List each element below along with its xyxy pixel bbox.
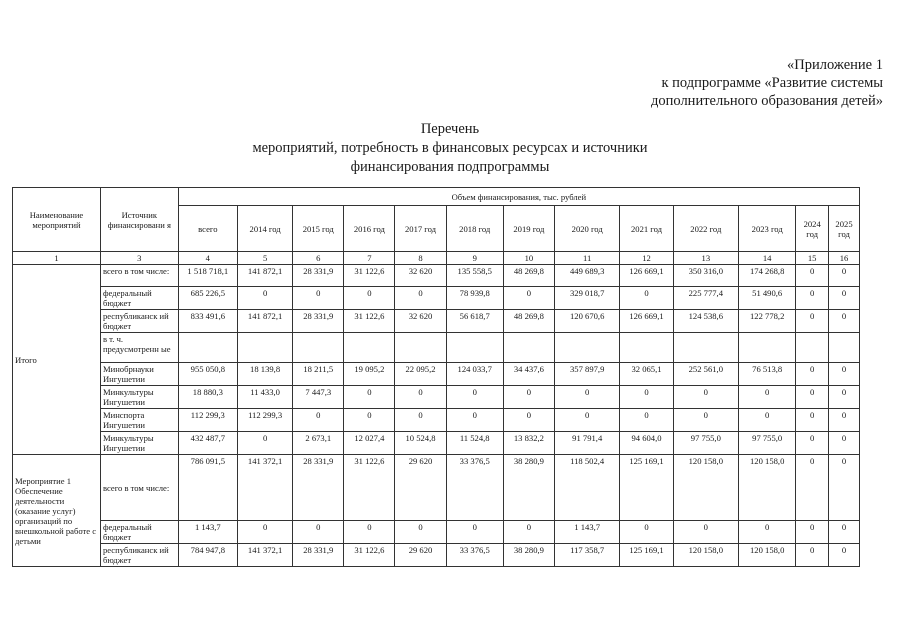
value-cell: 0 — [237, 432, 292, 455]
value-cell: 31 122,6 — [344, 455, 395, 521]
value-cell: 29 620 — [395, 544, 446, 567]
value-cell: 33 376,5 — [446, 455, 503, 521]
value-cell: 94 604,0 — [620, 432, 673, 455]
value-cell: 32 620 — [395, 310, 446, 333]
value-cell: 0 — [673, 521, 738, 544]
value-cell: 7 447,3 — [293, 386, 344, 409]
header-year: 2017 год — [395, 206, 446, 252]
value-cell: 141 872,1 — [237, 265, 292, 287]
value-cell: 0 — [829, 265, 860, 287]
title-line-3: финансирования подпрограммы — [350, 159, 550, 175]
table-row — [13, 333, 860, 363]
value-cell: 0 — [796, 265, 829, 287]
column-index-cell: 7 — [344, 252, 395, 265]
value-cell: 51 490,6 — [739, 287, 796, 310]
value-cell: 124 033,7 — [446, 363, 503, 386]
value-cell: 0 — [620, 521, 673, 544]
column-index-cell: 13 — [673, 252, 738, 265]
value-cell: 0 — [503, 409, 554, 432]
value-cell — [620, 333, 673, 363]
value-cell: 97 755,0 — [673, 432, 738, 455]
value-cell: 1 143,7 — [178, 521, 237, 544]
value-cell: 125 169,1 — [620, 544, 673, 567]
column-index-cell: 12 — [620, 252, 673, 265]
value-cell: 18 139,8 — [237, 363, 292, 386]
column-index-cell: 1 — [13, 252, 101, 265]
source-cell: федеральный бюджет — [100, 287, 178, 310]
value-cell: 0 — [395, 521, 446, 544]
title-line-2: мероприятий, потребность в финансовых ресурсах и источники — [252, 140, 648, 156]
column-index-cell: 11 — [554, 252, 619, 265]
header-total: всего — [178, 206, 237, 252]
value-cell: 329 018,7 — [554, 287, 619, 310]
value-cell: 0 — [620, 287, 673, 310]
value-cell: 18 211,5 — [293, 363, 344, 386]
source-cell: Минкультуры Ингушетии — [100, 386, 178, 409]
value-cell: 28 331,9 — [293, 544, 344, 567]
value-cell: 0 — [344, 287, 395, 310]
value-cell — [395, 333, 446, 363]
appendix-line-1: «Приложение 1 — [787, 57, 883, 73]
value-cell: 0 — [796, 363, 829, 386]
value-cell: 29 620 — [395, 455, 446, 521]
value-cell: 0 — [829, 432, 860, 455]
value-cell: 22 095,2 — [395, 363, 446, 386]
header-source: Источник финансировани я — [100, 188, 178, 252]
value-cell: 0 — [503, 521, 554, 544]
value-cell: 0 — [829, 386, 860, 409]
value-cell — [344, 333, 395, 363]
column-index-cell: 10 — [503, 252, 554, 265]
value-cell: 10 524,8 — [395, 432, 446, 455]
header-year: 2014 год — [237, 206, 292, 252]
source-cell: республиканск ий бюджет — [100, 310, 178, 333]
value-cell: 11 524,8 — [446, 432, 503, 455]
value-cell: 0 — [554, 409, 619, 432]
header-year: 2019 год — [503, 206, 554, 252]
table-row — [13, 265, 860, 287]
table-row — [13, 310, 860, 333]
column-index-cell: 6 — [293, 252, 344, 265]
value-cell: 32 065,1 — [620, 363, 673, 386]
header-volume: Объем финансирования, тыс. рублей — [178, 188, 859, 206]
value-cell: 112 299,3 — [237, 409, 292, 432]
source-cell: в т. ч. предусмотренн ые — [100, 333, 178, 363]
value-cell: 0 — [673, 386, 738, 409]
value-cell — [446, 333, 503, 363]
value-cell: 120 158,0 — [673, 455, 738, 521]
value-cell: 28 331,9 — [293, 310, 344, 333]
value-cell: 0 — [673, 409, 738, 432]
value-cell: 0 — [796, 409, 829, 432]
value-cell: 126 669,1 — [620, 310, 673, 333]
value-cell — [829, 333, 860, 363]
value-cell: 112 299,3 — [178, 409, 237, 432]
value-cell: 56 618,7 — [446, 310, 503, 333]
column-index-cell: 5 — [237, 252, 292, 265]
value-cell: 0 — [796, 432, 829, 455]
header-year: 2022 год — [673, 206, 738, 252]
value-cell: 31 122,6 — [344, 265, 395, 287]
value-cell: 141 372,1 — [237, 544, 292, 567]
value-cell: 28 331,9 — [293, 265, 344, 287]
value-cell: 833 491,6 — [178, 310, 237, 333]
column-index-cell: 8 — [395, 252, 446, 265]
value-cell — [503, 333, 554, 363]
table-row — [13, 521, 860, 544]
value-cell: 955 050,8 — [178, 363, 237, 386]
column-index-row — [13, 252, 860, 265]
value-cell: 117 358,7 — [554, 544, 619, 567]
group-name-cell: Мероприятие 1 Обеспечение деятельности (оказание услуг) организаций по внешкольной работе с детьми — [13, 455, 101, 567]
source-cell: республиканск ий бюджет — [100, 544, 178, 567]
source-cell: всего в том числе: — [100, 455, 178, 521]
value-cell: 0 — [796, 455, 829, 521]
value-cell: 120 158,0 — [739, 455, 796, 521]
table-row — [13, 432, 860, 455]
source-cell: всего в том числе: — [100, 265, 178, 287]
value-cell: 141 372,1 — [237, 455, 292, 521]
value-cell: 18 880,3 — [178, 386, 237, 409]
header-year: 2016 год — [344, 206, 395, 252]
value-cell: 0 — [446, 409, 503, 432]
value-cell: 34 437,6 — [503, 363, 554, 386]
header-year: 2023 год — [739, 206, 796, 252]
value-cell — [796, 333, 829, 363]
value-cell: 357 897,9 — [554, 363, 619, 386]
value-cell: 12 027,4 — [344, 432, 395, 455]
source-cell: Минспорта Ингушетии — [100, 409, 178, 432]
appendix-line-3: дополнительного образования детей» — [651, 93, 883, 109]
value-cell: 120 158,0 — [673, 544, 738, 567]
value-cell: 125 169,1 — [620, 455, 673, 521]
header-year: 2020 год — [554, 206, 619, 252]
value-cell — [293, 333, 344, 363]
value-cell: 0 — [620, 409, 673, 432]
table-row — [13, 455, 860, 521]
value-cell: 0 — [829, 521, 860, 544]
source-cell: федеральный бюджет — [100, 521, 178, 544]
table-row — [13, 544, 860, 567]
source-cell: Минкультуры Ингушетии — [100, 432, 178, 455]
header-year: 2018 год — [446, 206, 503, 252]
value-cell: 0 — [237, 287, 292, 310]
column-index-cell: 3 — [100, 252, 178, 265]
value-cell: 0 — [395, 386, 446, 409]
value-cell: 0 — [829, 455, 860, 521]
value-cell: 0 — [293, 521, 344, 544]
value-cell: 48 269,8 — [503, 265, 554, 287]
value-cell: 19 095,2 — [344, 363, 395, 386]
header-name: Наименование мероприятий — [13, 188, 101, 252]
value-cell: 11 433,0 — [237, 386, 292, 409]
value-cell: 0 — [293, 287, 344, 310]
column-index-cell: 16 — [829, 252, 860, 265]
value-cell: 0 — [829, 363, 860, 386]
value-cell: 126 669,1 — [620, 265, 673, 287]
column-index-cell: 4 — [178, 252, 237, 265]
value-cell: 0 — [829, 287, 860, 310]
value-cell: 0 — [344, 521, 395, 544]
value-cell: 97 755,0 — [739, 432, 796, 455]
value-cell: 2 673,1 — [293, 432, 344, 455]
value-cell: 0 — [446, 386, 503, 409]
value-cell: 120 158,0 — [739, 544, 796, 567]
value-cell: 449 689,3 — [554, 265, 619, 287]
source-cell: Минобрнауки Ингушетии — [100, 363, 178, 386]
value-cell: 120 670,6 — [554, 310, 619, 333]
appendix-line-2: к подпрограмме «Развитие системы — [661, 75, 883, 91]
value-cell: 252 561,0 — [673, 363, 738, 386]
column-index-cell: 15 — [796, 252, 829, 265]
value-cell: 0 — [503, 287, 554, 310]
appendix-header — [563, 56, 883, 110]
value-cell: 0 — [620, 386, 673, 409]
value-cell: 0 — [829, 409, 860, 432]
value-cell: 685 226,5 — [178, 287, 237, 310]
value-cell: 0 — [796, 521, 829, 544]
value-cell: 32 620 — [395, 265, 446, 287]
value-cell: 0 — [739, 409, 796, 432]
value-cell — [554, 333, 619, 363]
value-cell: 31 122,6 — [344, 310, 395, 333]
title-line-1: Перечень — [420, 121, 480, 137]
value-cell: 0 — [796, 386, 829, 409]
value-cell: 78 939,8 — [446, 287, 503, 310]
value-cell: 0 — [446, 521, 503, 544]
table-row — [13, 386, 860, 409]
value-cell: 0 — [395, 409, 446, 432]
value-cell: 28 331,9 — [293, 455, 344, 521]
column-index-cell: 14 — [739, 252, 796, 265]
value-cell: 0 — [395, 287, 446, 310]
value-cell: 38 280,9 — [503, 544, 554, 567]
value-cell: 118 502,4 — [554, 455, 619, 521]
value-cell: 13 832,2 — [503, 432, 554, 455]
value-cell: 0 — [739, 386, 796, 409]
value-cell — [178, 333, 237, 363]
value-cell — [739, 333, 796, 363]
header-year: 2024 год — [796, 206, 829, 252]
column-index-cell: 9 — [446, 252, 503, 265]
value-cell — [673, 333, 738, 363]
table-row — [13, 409, 860, 432]
header-year: 2025 год — [829, 206, 860, 252]
value-cell: 0 — [796, 287, 829, 310]
value-cell: 784 947,8 — [178, 544, 237, 567]
value-cell: 0 — [237, 521, 292, 544]
value-cell: 432 487,7 — [178, 432, 237, 455]
value-cell: 0 — [293, 409, 344, 432]
value-cell: 0 — [829, 310, 860, 333]
value-cell: 135 558,5 — [446, 265, 503, 287]
value-cell: 141 872,1 — [237, 310, 292, 333]
value-cell — [237, 333, 292, 363]
value-cell: 0 — [796, 310, 829, 333]
value-cell: 33 376,5 — [446, 544, 503, 567]
value-cell: 0 — [796, 544, 829, 567]
value-cell: 48 269,8 — [503, 310, 554, 333]
value-cell: 31 122,6 — [344, 544, 395, 567]
value-cell: 38 280,9 — [503, 455, 554, 521]
value-cell: 0 — [344, 409, 395, 432]
value-cell: 76 513,8 — [739, 363, 796, 386]
table-body — [13, 252, 860, 567]
value-cell: 0 — [554, 386, 619, 409]
value-cell: 0 — [739, 521, 796, 544]
value-cell: 1 518 718,1 — [178, 265, 237, 287]
table-row — [13, 287, 860, 310]
value-cell: 122 778,2 — [739, 310, 796, 333]
value-cell: 786 091,5 — [178, 455, 237, 521]
value-cell: 1 143,7 — [554, 521, 619, 544]
value-cell: 0 — [344, 386, 395, 409]
header-year: 2015 год — [293, 206, 344, 252]
value-cell: 91 791,4 — [554, 432, 619, 455]
value-cell: 124 538,6 — [673, 310, 738, 333]
value-cell: 350 316,0 — [673, 265, 738, 287]
document-title — [240, 120, 660, 177]
value-cell: 225 777,4 — [673, 287, 738, 310]
header-year: 2021 год — [620, 206, 673, 252]
financing-table — [12, 187, 860, 567]
table-row — [13, 363, 860, 386]
value-cell: 0 — [503, 386, 554, 409]
value-cell: 0 — [829, 544, 860, 567]
value-cell: 174 268,8 — [739, 265, 796, 287]
group-name-cell: Итого — [13, 265, 101, 455]
